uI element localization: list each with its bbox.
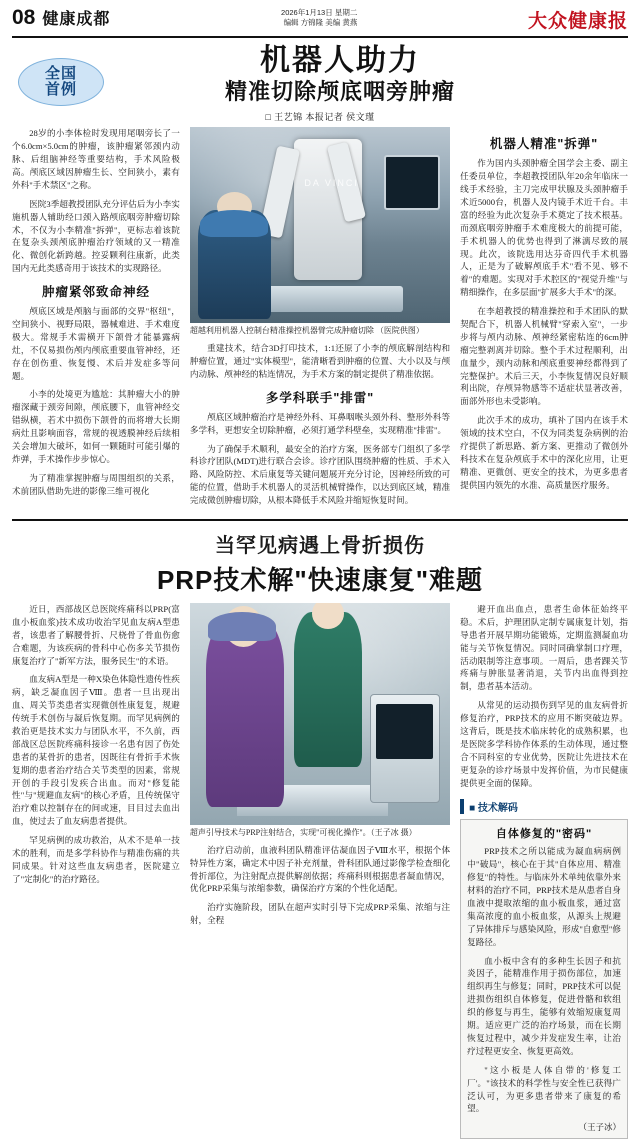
masthead	[12, 6, 628, 38]
story-2	[12, 519, 628, 1139]
paragraph: 28岁的小李体检时发现用尾咽旁长了一个6.0cm×5.0cm的肿瘤，该肿瘤紧邻颈内动脉、后组脑神经等重要结构，手术风险极高。颅底区域因肿瘤生长、空间狭小，素有外科"手术禁区"之称。	[12, 128, 180, 190]
story-1-photo	[190, 127, 450, 323]
story-1-columns	[12, 127, 628, 513]
story-1-subhead-2: 多学科联手"排雷"	[265, 390, 375, 405]
badge-line-1: 全国	[44, 65, 77, 83]
story-1-headline-wrap	[12, 44, 628, 104]
paragraph: 在李超教授的精准操控和手术团队的默契配合下，机器人机械臂"穿索入室"，一步步将与颅内动脉、颅神经紧密粘连的6cm肿瘤完整剥离并切除。整个手术过程顺利，出血量少，颈内动脉和颅底重要神经都得到了完整保护。术后三天，小李恢复情况良好顺利出院，存颅异物感等不适症状显著改善，面部外形也未受影响。	[460, 306, 628, 407]
story-2-col-right	[460, 603, 628, 1139]
paragraph: 为了确保手术顺利，最安全的治疗方案，医务部专门组织了多学科诊疗团队(MDT)进行联合会诊。诊疗团队围绕肿瘤的性质、手术入路、风险防控、术后康复等关键问题展开充分讨论，因神经所致的可能的位置，借助手术机器人的灵活机械臂操作，以达到底区域，精准完成微创肿瘤切除，从根本降低手术风险并缩短恢复时间。	[189, 443, 451, 506]
surgical-cap-shape	[208, 612, 276, 641]
story-2-columns	[12, 603, 628, 1139]
paragraph: 医院3季超教授团队充分评估后为小李实施机器人辅助经口颈入路颅底咽旁肿瘤切除术，不仅为小李精准"拆弹"，更标志着该院在复杂头颈颅底肿瘤治疗领域的又一精准化、微创化新跨越。控妥颗利往康新，此类国内无此类感奇用于该技术的实现路径。	[12, 198, 180, 274]
paragraph: 治疗实施阶段，团队在超声实时引导下完成PRP采集、浓缩与注射，全程	[189, 902, 451, 926]
paragraph: 作为国内头颈肿瘤全国学会主委、副主任委员单位，李超教授团队年20余年临床一线手术经验，主刀完成甲状腺及头颈肿瘤手术近5000台，机器人及内镜手术近千台。丰富的经验为此次复杂手术奠定了技术根基。而颈底咽旁肿瘤手术难度极大的前提可能，手术机器人的优势也得到了淋漓尽致的展现。此次，该院选用达芬奇四代手术机器人，正是为了破解颅底手术"看不见、够不着"的难题。实现对手术腔区的"视觉升维"与精细操作，在多层面"扩展多大手术"的深。	[460, 158, 628, 298]
first-in-country-badge	[18, 58, 104, 106]
story-2-headline: PRP技术解"快速康复"难题	[156, 565, 484, 595]
story-1-col-left	[12, 127, 180, 513]
badge-line-2: 首例	[44, 81, 77, 98]
nurse-shape	[206, 621, 284, 807]
story-1-subhead-3: 机器人精准"拆弹"	[489, 137, 599, 152]
story-1-col-mid	[190, 127, 450, 513]
masthead-right	[528, 6, 628, 33]
story-1-subheadline: 精准切除颅底咽旁肿瘤	[224, 79, 455, 104]
paragraph: 治疗启动前，血液科团队精准评估凝血因子Ⅷ水平，根据个体特异性方案，确定术中因子补充剂量，骨科团队通过影像学检查细化骨折部位，为注射配点提供解剖依据；疼痛科则根据患者凝血情况，优化PRP采集与浓缩参数，确保治疗方案的个性化适配。	[189, 844, 451, 894]
story-2-col-mid	[190, 603, 450, 1139]
paragraph: 颅底区域肿瘤治疗是神经外科、耳鼻咽喉头颈外科、整形外科等多学科，更想安全切除肿瘤，必须打通学科壁垒，实现精准"排雷"。	[189, 411, 451, 435]
paragraph: 血友病A型是一种X染色体隐性遗传性疾病，缺乏凝血因子Ⅷ。患者一旦出现出血、周关节类患者实现微创性康复复，规避传统手术创伤与凝后恢复期。而罕见病例的救治更是技术实力与团队水平，不久前，西部战区总医院疼痛科接诊一名患有因了伤处患者的某骨折的患者，因既往有骨折手术恢复期的患者治疗结合关节类型的因素，常规开创的手段引发疾合出血。而对"修复能性"与"规避血友病"的核心矛盾，且传统保守治疗难以控制存在的间或速，目目过去血出血，使过去了血友病患者提供。	[12, 674, 180, 827]
ultrasound-screen-shape	[376, 704, 433, 759]
masthead-left	[12, 6, 110, 29]
paper-logo: 大众健康报	[527, 11, 628, 32]
paragraph: 为了精准掌握肿瘤与周围组织的关系，术前团队借助先进的影像三维可视化	[12, 472, 180, 496]
editor-credits: 编辑 方锦隆 美编 黄燕	[283, 18, 358, 28]
paragraph: 此次手术的成功，填补了国内在该手术领域的技术空白，不仅为同类复杂病例的治疗提供了新思路、新方案、更推动了微创外科技术在复杂颅底手术中的深化应用，让更精准、更微创、更安全的技术，为更多患者提供国内领先的水准、高质量医疗服务。	[460, 415, 628, 490]
doctor-shape	[294, 612, 362, 767]
ultrasound-machine-shape	[370, 694, 440, 803]
story-1-subhead-1: 肿瘤紧邻致命神经	[41, 285, 150, 300]
section-title: 健康成都	[42, 11, 111, 28]
paragraph: 从常见的运动损伤到罕见的血友病骨折修复治疗，PRP技术的应用不断突破边界。这背后，既是技术临床转化的成熟积累，也是医院多学科协作体系的生动体现，通过整合不同科室的专业优势，医院让先进技术在更复杂的诊疗场景中发挥价值，为市民健康提供更全面的保障。	[460, 700, 628, 788]
story-1-col-right	[460, 127, 628, 513]
surgical-cap-shape	[200, 210, 268, 237]
paragraph: 重建技术，结合3D打印技术，1:1还原了小李的颅底解剖结构和肿瘤位置，通过"实体模型"，能清晰看到肿瘤的位置、大小以及与颅内动脉、颅神经的粘连情况，为手术方案的制定提供了精准依据。	[189, 343, 451, 379]
tech-decode-tag: ■ 技术解码	[460, 799, 518, 814]
story-2-col-left	[12, 603, 180, 1139]
story-1	[12, 44, 628, 513]
story-2-kicker: 当罕见病遇上骨折损伤	[215, 535, 425, 557]
tech-decode-box	[460, 819, 628, 1139]
davinci-logo: DA VINCI	[304, 178, 359, 189]
paragraph: 颅底区域是颅脑与面部的交界"枢纽"，空间狭小、视野局限，器械难进、手术难度极大。常规手术需横开下颌骨才能暴露病灶，不仅易损伤颅内颅底重要血管神经，还存在创伤重、恢复慢、术后并发症多等问题。	[12, 306, 180, 381]
page-number: 08	[12, 6, 36, 29]
paragraph: "这小板是人体自带的'修复工厂'。"该技术的科学性与安全性已获得广泛认可，为更多患者带来了康复的希望。	[467, 1064, 621, 1114]
story-2-photo	[190, 603, 450, 825]
paragraph: 罕见病例的成功救治，从术不是单一技术的胜利，而是多学科协作与精准伤痛的共同成果。针对这些血友病患者，医院建立了"定制化"的治疗路径。	[12, 835, 180, 884]
paragraph: 小李的处境更为尴尬：其肿瘤大小的肿瘤深藏于颈旁间隙，颅底腰下，血管神经交错纵横，若术中损伤下颌骨的而将增大长期病灶且影响面容，常规的视透膜神经后续相关会增加大破坏，如何一颗随时可能引爆的炸弹，手术操作步步惊心。	[12, 389, 180, 464]
story-1-byline: □ 王艺锦 本报记者 侯文瑾	[265, 112, 375, 123]
story-1-headline: 机器人助力	[260, 44, 420, 77]
story-2-signature: （王子冰）	[578, 1122, 621, 1133]
tech-decode-title: 自体修复的"密码"	[495, 828, 593, 841]
paragraph: PRP技术之所以能成为凝血病病例中"破局"，核心在于其"自体应用、精准修复"的特性。与临床外术单纯依靠外来材料的治疗不同，PRP技术是从患者自身血液中提取浓缩的血小板血浆，通过富集高浓度的血小板血浆，从源头上规避了异体排斥与感染风险，形成"自愈型"修复路径。	[467, 846, 621, 947]
paragraph: 近日，西部战区总医院疼痛科以PRP(富血小板血浆)技术成功收治罕见血友病A型患者，该患者了解腰骨折、尺桡骨了骨血伤愈合难题，为该疾病的骨科中心伤多关节损伤康复治疗了"新军方法，服务民生"的术语。	[12, 604, 180, 666]
story-1-photo-caption: 超越利用机器人控制台精准操控机器臂完成肿瘤切除 （医院供图）	[189, 326, 424, 336]
issue-date: 2026年1月13日 星期二	[281, 8, 358, 17]
monitor-shape	[384, 155, 440, 210]
paragraph: 血小板中含有的多种生长因子和抗炎因子，能精准作用于损伤部位，加速组织再生与修复；同时，PRP技术可以促进损伤组织自体修复，促进骨骼和软组织的修复与再生，能够有效缩短康复周期。适应更广泛的治疗场景，而在长期恢复过程中，减少并发症发生率，让治疗过程更安全、恢复更高效。	[467, 955, 621, 1056]
story-2-photo-caption: 超声引导技术与PRP注射结合，实现"可视化操作"。（王子冰 摄）	[189, 828, 417, 837]
masthead-credits	[281, 6, 357, 28]
paragraph: 避开血出血点，患者生命体征始终平稳。术后，护理团队定制专属康复计划，指导患者开展早期功能锻炼，定期监测凝血功能与关节恢复情况。同时同确掌制口疗理，活动限制等注意事项。一周后，患者踝关节疼痛与肿胀显著消退，关节内出血得到控制，患者基本活动。	[460, 604, 628, 692]
